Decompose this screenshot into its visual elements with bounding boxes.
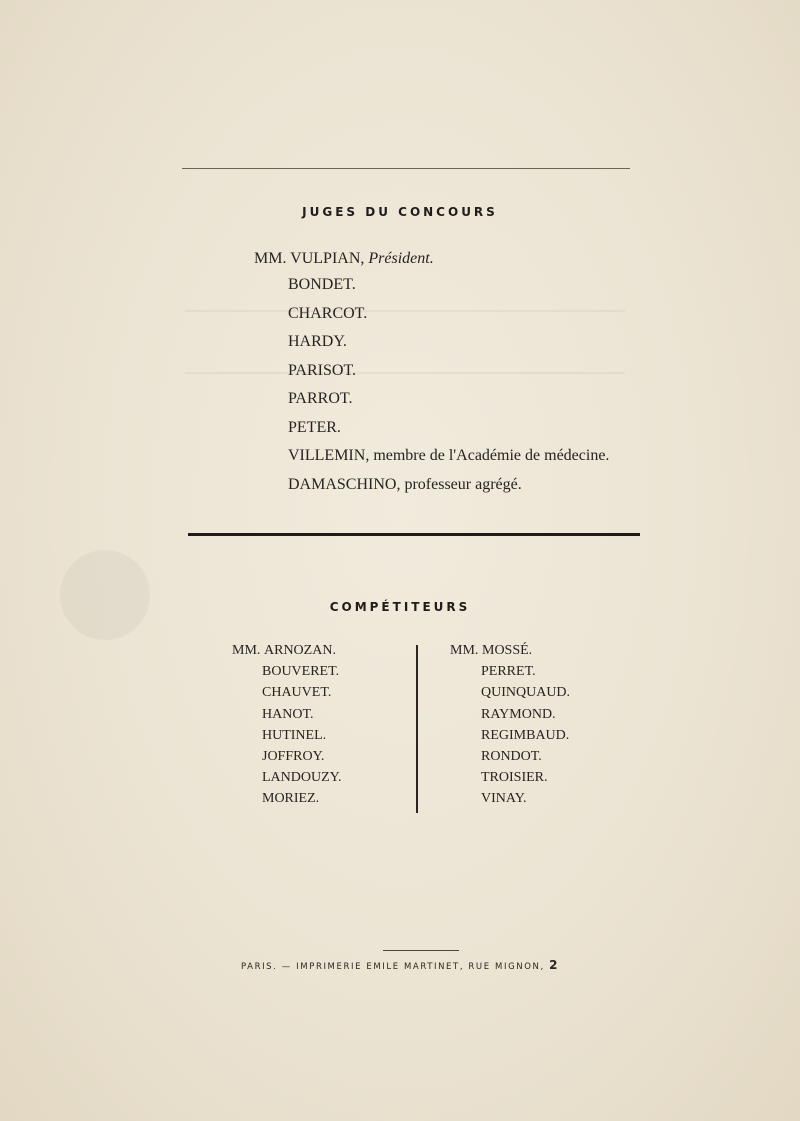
- imprint-text: PARIS. — IMPRIMERIE EMILE MARTINET, RUE MIGNON,: [240, 962, 545, 972]
- judge-name: DAMASCHINO,: [288, 476, 401, 493]
- footer-rule: [383, 950, 459, 951]
- section-divider: [188, 533, 640, 536]
- judge-member: CHARCOT.: [288, 304, 368, 322]
- competitor-name: VINAY.: [481, 791, 527, 807]
- judge-member: PETER.: [288, 418, 341, 436]
- bleed-through-shape: [60, 550, 150, 640]
- judge-name: VULPIAN,: [290, 250, 365, 267]
- competitor-name: REGIMBAUD.: [481, 727, 570, 743]
- competitor-name: RONDOT.: [481, 749, 542, 764]
- judge-damaschino: [288, 476, 522, 494]
- judge-member: BONDET.: [288, 276, 356, 293]
- competitor-name: ARNOZAN.: [264, 643, 336, 658]
- competitor-name: HUTINEL.: [262, 727, 327, 743]
- column-divider: [416, 645, 418, 813]
- judge-member: PARISOT.: [288, 361, 357, 379]
- competitor-name: BOUVERET.: [262, 664, 340, 680]
- competitor-name: MORIEZ.: [262, 791, 320, 807]
- competitor-name: HANOT.: [262, 706, 314, 722]
- competitor-name: LANDOUZY.: [262, 770, 342, 786]
- competitor-name: RAYMOND.: [481, 706, 556, 722]
- judge-president: [254, 250, 434, 268]
- judges-prefix: MM.: [254, 250, 287, 267]
- competitor-name: PERRET.: [481, 664, 536, 680]
- competitors-heading: COMPÉTITEURS: [329, 600, 471, 614]
- judge-villemin: [288, 447, 609, 465]
- imprint-number: 2: [549, 958, 560, 972]
- competitor-name: MOSSÉ.: [482, 643, 533, 658]
- judge-title: membre de l'Académie de médecine.: [373, 447, 610, 464]
- judges-heading: JUGES DU CONCOURS: [302, 205, 498, 219]
- printer-imprint: [0, 958, 800, 972]
- competitor-name: QUINQUAUD.: [481, 685, 571, 701]
- competitors-right-prefix: MM.: [450, 643, 479, 658]
- competitor-name: CHAUVET.: [262, 685, 332, 701]
- judge-title: Président.: [368, 250, 434, 267]
- bleed-through-shape: [185, 310, 625, 374]
- competitor-name: JOFFROY.: [262, 749, 325, 764]
- competitor-name: TROISIER.: [481, 770, 548, 786]
- top-rule: [182, 168, 630, 169]
- judge-name: VILLEMIN,: [288, 447, 370, 464]
- judge-title: professeur agrégé.: [404, 476, 522, 493]
- judge-member: PARROT.: [288, 390, 353, 407]
- judge-member: HARDY.: [288, 333, 347, 350]
- competitors-left-prefix: MM.: [232, 643, 261, 658]
